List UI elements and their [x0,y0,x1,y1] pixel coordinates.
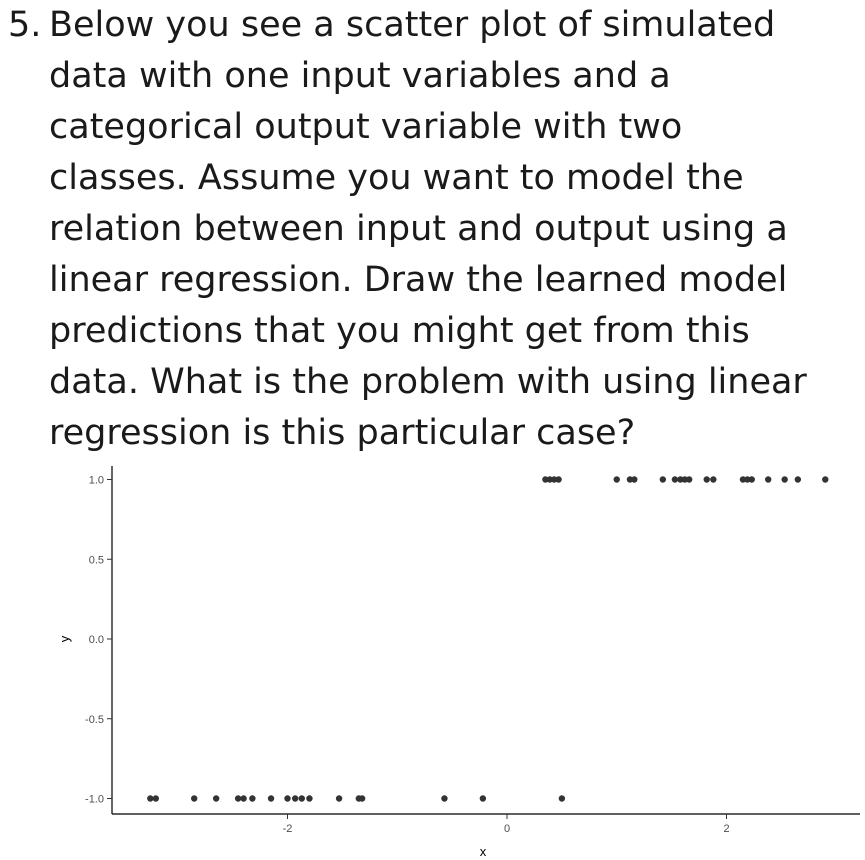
y-tick-label: 0.5 [88,554,104,567]
data-point [336,795,342,801]
data-point [781,476,787,482]
data-point [441,795,447,801]
data-point [359,795,365,801]
data-point [268,795,274,801]
plot-axes [57,466,860,859]
data-point [480,795,486,801]
data-point [704,476,710,482]
x-axis-title: x [479,844,487,859]
data-points [147,476,828,801]
data-point [153,795,159,801]
data-point [191,795,197,801]
data-point [306,795,312,801]
data-point [292,795,298,801]
data-point [795,476,801,482]
x-tick-label: 0 [503,823,511,835]
y-tick-label: -0.5 [85,713,104,726]
y-tick-label: -1.0 [85,793,104,806]
data-point [631,476,637,482]
x-tick-label: 2 [723,823,730,835]
question-number: 5. [8,5,42,45]
data-point [660,476,666,482]
data-point [235,795,241,801]
data-point [672,476,678,482]
y-axis-title: y [57,635,72,643]
data-point [299,795,305,801]
data-point [240,795,246,801]
data-point [765,476,771,482]
y-tick-label: 1.0 [88,474,104,487]
data-point [614,476,620,482]
data-point [686,476,692,482]
y-tick-label: 0.0 [88,634,104,646]
data-point [749,476,755,482]
data-point [710,476,716,482]
data-point [213,795,219,801]
question-text: Below you see a scatter plot of simulated data with one input variables and a categorical output variable with two classes. Assume you want to model the relation between input and output using a linear regression. Draw the learned model predictions that you might get from this data. What is the problem with using linear regression is this particular case? [49,5,807,453]
data-point [555,476,561,482]
x-tick-label: -2 [282,823,293,835]
data-point [559,795,565,801]
data-point [284,795,290,801]
data-point [822,476,828,482]
data-point [147,795,153,801]
data-point [249,795,255,801]
